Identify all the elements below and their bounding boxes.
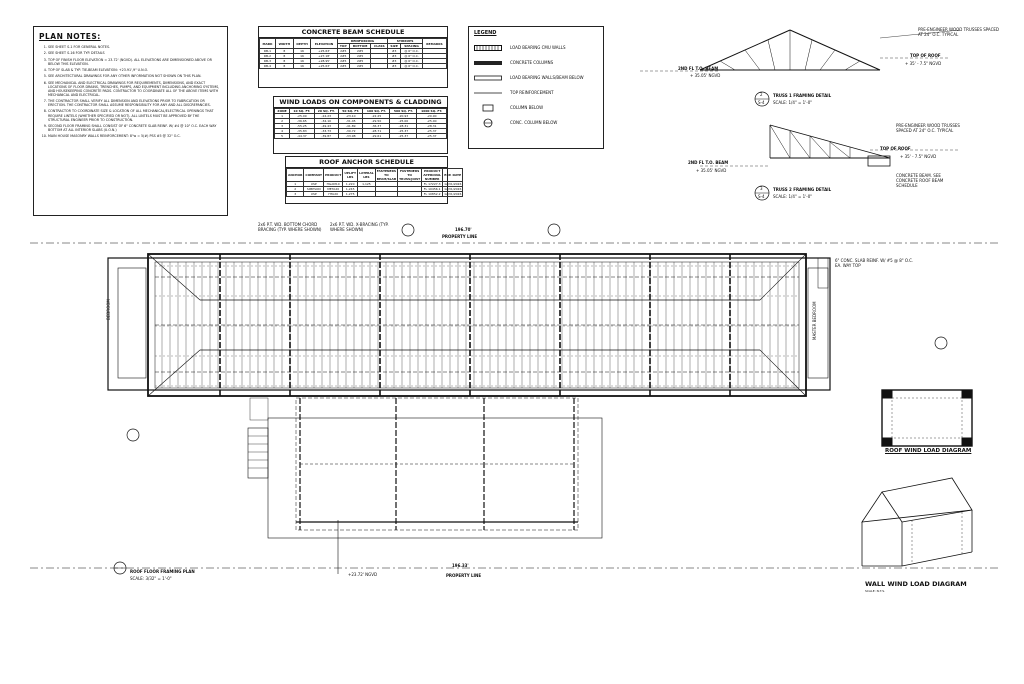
bottom-elevation: +23.72' NGVD [348,572,378,577]
table-cell: 16 [293,59,311,64]
legend-title: LEGEND [474,30,497,36]
table-cell: +25.63' [311,64,337,69]
table-cell: @ 6" O.C. [401,49,423,54]
plan-note: 4. TOP OF SLAB & TYP. TIE-BEAM ELEVATION: +23.91',9" U.N.O. [48,68,222,72]
table-subheader: SPACING [401,44,423,49]
table-header: FASTENERS TO BEAM/SLAB [376,169,397,181]
table-subheader: CLASS [371,44,388,49]
table-cell: 1 [275,114,290,119]
table-cell: RB-1 [260,49,276,54]
truss1-title: TRUSS 1 FRAMING DETAIL [773,93,832,98]
table-header: ANCHOR [287,169,304,182]
table-cell: 2#5 [337,49,349,54]
bottom-property-line: PROPERTY LINE [446,573,482,578]
plan-note: 3. TOP OF FINISH FLOOR ELEVATION = 23.72' (NGVD). ALL ELEVATIONS ARE DIMENSIONED ABOVE OR BELOW THIS ELEVATION. [48,58,222,66]
table-cell: -55.25 [290,124,314,129]
plan-note: 8. CONTRACTOR TO COORDINATE SIZE & LOCATION OF ALL MECHANICAL/ELECTRICAL OPENINGS THAT REQUIRE LINTELS (WHETHER SPECIFIED OR NOT). ALL LINTELS MUST BE APPROVED BY THE STRUCTURAL ENGINEER PRIOR TO CONSTRUCTION. [48,109,222,121]
table-cell: +28.95' [311,59,337,64]
truss2-number: 3 [760,186,763,191]
table-cell: 2 [275,119,290,124]
table-cell: -29.61 [363,134,390,139]
table-cell: -44.37 [290,134,314,139]
table-cell: 1,275 [343,192,358,197]
table-cell: 2#5 [337,54,349,59]
table-cell: 12/31/2026 [444,182,462,186]
truss2-roof-elev: + 35' - 7.5" NGVD [900,154,937,159]
table-cell: 8 [275,59,293,64]
table-cell: -25.09 [290,114,314,119]
truss2-beam-elev: + 35.05' NGVD [696,168,727,173]
table-cell: 2#5 [337,64,349,69]
plan-title: ROOF FLOOR FRAMING PLAN [130,569,195,574]
truss1-fl-beam: 2ND FL T.O. BEAM [678,66,719,71]
table-cell: @ 6" O.C. [401,64,423,69]
table-cell: -28.71 [363,129,390,134]
table-cell: 1 [287,182,304,187]
table-cell: -29.50 [363,119,390,124]
table-header: 500 SQ. FT. [390,109,417,114]
table-cell: -23.10 [338,114,362,119]
slab-note: 6" CONC. SLAB REINF. W/ #5 @ 8" O.C. EA. WAY TOP [835,258,914,268]
table-cell: 16 [293,49,311,54]
plan-notes-title: PLAN NOTES: [39,32,101,41]
table-cell: META20 [324,187,343,192]
wall-wind-diagram [862,478,972,566]
legend-label: LOAD BEARING CMU WALLS [510,45,566,50]
table-cell: 1,220 [343,182,358,187]
table-cell: 4 [275,129,290,134]
table-cell: 16 [293,54,311,59]
roof-wind-diagram [882,390,972,446]
wind-loads-title: WIND LOADS ON COMPONENTS & CLADDING [274,97,447,108]
table-cell: +27.18' [311,54,337,59]
table-cell: -35.83 [290,129,314,134]
table-cell: -33.98 [338,134,362,139]
table-header: PRODUCT APPROVAL NUMBER [423,169,442,181]
table-cell: #3 [388,59,401,64]
lower-plan-outline [248,398,602,574]
table-header: 100 SQ. FT. [363,109,390,114]
table-subheader: BOTTOM [349,44,371,49]
plan-note: 5. SEE ARCHITECTURAL DRAWINGS FOR ANY OTHER INFORMATION NOT SHOWN ON THIS PLAN. [48,74,222,78]
table-header: REMARKS [422,39,446,49]
right-room-label: MASTER BEDROOM [812,301,817,340]
truss2-title: TRUSS 2 FRAMING DETAIL [773,187,832,192]
table-header: WIDTH [275,39,293,49]
table-cell: -28.31 [390,124,417,129]
table-cell: 8 [275,49,293,54]
table-header: COMPANY [304,169,324,182]
table-cell: 2#5 [349,54,371,59]
table-cell: 12/31/2026 [444,192,462,196]
table-cell: 5 [275,134,290,139]
table-header: 1000 SQ. FT. [417,109,447,114]
table-cell: RB-2 [260,54,276,59]
truss1-sheet: S-4 [758,100,765,105]
plan-note: 1. SEE SHEET S-1 FOR GENERAL NOTES. [48,45,222,49]
table-subheader: TOP [337,44,349,49]
table-header: EXP. DATE [443,169,463,182]
table-cell: 16 [293,64,311,69]
truss2-scale: SCALE: 1/4" = 1'-0" [773,194,813,199]
bracing-note-2: 2x6 P.T. WD. X-BRACING (TYP. WHERE SHOWN) [330,222,389,232]
table-cell: -36.65 [290,119,314,124]
table-cell: -33.73 [314,129,338,134]
legend-label: LOAD BEARING WALLS/BEAM BELOW [510,75,584,80]
table-cell: -25.00 [390,119,417,124]
table-cell: #3 [388,64,401,69]
wall-wind-title: WALL WIND LOAD DIAGRAM [865,580,967,588]
table-cell: 3 [275,124,290,129]
table-cell: -20.93 [390,114,417,119]
table-cell: HTA20 [324,192,343,197]
table-cell: -39.87 [314,134,338,139]
truss2-note: PRE-ENGINEER WOOD TRUSSES SPACED AT 24" O.C. TYPICAL [896,123,960,133]
bottom-property-dim: 196.33' [452,563,469,568]
truss1-beam-elev: + 35.05' NGVD [690,73,721,78]
table-cell: -25.37 [417,134,447,139]
wall-wind-scale: SCALE: N.T.S. [865,589,886,593]
table-header: 20 SQ. FT. [314,109,338,114]
legend-label: CONCRETE COLUMNS [510,60,554,65]
table-cell: -34.10 [314,119,338,124]
table-cell: -24.23 [314,114,338,119]
legend-label: COLUMN BELOW [510,105,544,110]
table-header: 50 SQ. FT. [338,109,362,114]
table-cell: -25.00 [417,119,447,124]
table-cell: -20.90 [417,114,447,119]
roof-framing-plan [108,254,830,396]
table-cell: 12/31/2026 [444,187,462,191]
truss2-fl-beam: 2ND FL T.O. BEAM [688,160,729,165]
roof-anchor-title: ROOF ANCHOR SCHEDULE [286,157,447,168]
table-cell: 2 [287,187,304,192]
table-header: UPLIFT LBS [343,169,358,182]
legend-label: CONC. COLUMN BELOW [510,120,558,125]
top-property-line: PROPERTY LINE [442,234,478,239]
table-header: 10 SQ. FT. [290,109,314,114]
table-cell: 2#5 [337,59,349,64]
table-header: REINFORCING [337,39,387,44]
plan-note: 10. MAIN HOUSE MASONRY WALLS REINFORCEMENT: 8"w = 5(#) PSS #5 @ 32" O.C. [48,134,222,138]
table-cell: FL 17227.3 [422,182,443,187]
table-cell: -28.31 [417,124,447,129]
table-cell: FL 10852.2 [422,192,443,197]
truss1-top-of-roof: TOP OF ROOF [910,53,941,58]
table-cell: 2#5 [349,59,371,64]
truss1-scale: SCALE: 1/4" = 1'-0" [773,100,813,105]
truss1-number: 2 [760,92,763,97]
table-header: LATERAL LBS [358,169,376,182]
truss2-sheet: S-4 [758,194,765,199]
table-cell: RB-4 [260,64,276,69]
table-cell: +25.63' [311,49,337,54]
table-cell: #3 [388,54,401,59]
table-header: DEPTH [293,39,311,49]
table-cell: -22.25 [363,114,390,119]
table-cell: -36.37 [363,124,390,129]
top-property-dim: 196.70' [455,227,472,232]
table-cell: 3 [287,192,304,197]
legend-label: TOP REINFORCEMENT [510,90,554,95]
table-header: FASTENERS TO TRUSS/JOIST [399,169,421,181]
table-cell: -25.37 [390,129,417,134]
table-cell: @ 6" O.C. [401,59,423,64]
truss1-roof-elev: + 35' - 7.5" NGVD [905,61,942,66]
plan-note: 6. SEE MECHANICAL AND ELECTRICAL DRAWINGS FOR REQUIREMENTS, DIMENSIONS, AND EXACT LOCATIONS OF FLOOR DRAINS, TRENCHES, PUMPS, AND EQUIPMENT INCLUDING ANCHORING SYSTEMS, AND HOUSEKEEPING CONCRETE PADS. CONTRACTOR TO COORDINATE ALL OF THE ABOVE ITEMS WITH MECHANICAL AND ELECTRICAL. [48,81,222,97]
table-cell: HGAM10 [324,182,343,187]
plan-note: 9. SECOND FLOOR FRAMING SHALL CONSIST OF 6" CONCRETE SLAB REINF. W/ #4 @ 10" O.C. EACH WAY BOTTOM AT ALL INTERIOR SLABS (U.O.N.) [48,124,222,132]
table-cell: 1,125 [358,182,376,187]
plan-note: 7. THE CONTRACTOR SHALL VERIFY ALL DIMENSION AND ELEVATIONS PRIOR TO FABRICATION OR ERECTION. THE CONTRACTOR SHALL ASSUME RESPONSIBILITY FOR ANY AND ALL DISCREPANCIES. [48,99,222,107]
table-cell: 2#5 [349,64,371,69]
left-room-label: BEDROOM [106,299,111,320]
table-cell: SIMPSON [304,187,324,192]
table-cell: #3 [388,49,401,54]
table-cell: -25.37 [417,129,447,134]
plan-scale: SCALE: 3/32" = 1'-0" [130,576,172,581]
table-cell: 1,245 [343,187,358,192]
table-cell: -41.89 [338,124,362,129]
roof-wind-title: ROOF WIND LOAD DIAGRAM [885,448,972,454]
table-cell: @ 6" O.C. [401,54,423,59]
table-cell: -31.45 [338,119,362,124]
truss1-note: PRE-ENGINEER WOOD TRUSSES SPACED AT 24" O.C. TYPICAL [918,27,999,37]
table-cell: -25.37 [390,134,417,139]
beam-schedule-title: CONCRETE BEAM SCHEDULE [259,27,447,38]
plan-note: 2. SEE SHEET S-16 FOR TYP. DETAILS [48,51,222,55]
truss2-top-of-roof: TOP OF ROOF [880,146,911,151]
table-cell: 2#5 [349,49,371,54]
table-cell: USP [304,192,324,197]
bracing-note-1: 2x6 P.T. WD. BOTTOM CHORD BRACING (TYP. WHERE SHOWN) [258,222,322,232]
table-cell: RB-3 [260,59,276,64]
table-cell: USP [304,182,324,187]
table-header: ZONE [275,109,290,114]
table-header: PRODUCT [324,169,343,182]
table-cell: -30.72 [338,129,362,134]
table-cell: 8 [275,54,293,59]
table-cell: 8 [275,64,293,69]
table-header: ELEVATION [311,39,337,49]
truss2-beam-note: CONCRETE BEAM. SEE CONCRETE ROOF BEAM SCHEDULE [896,173,944,188]
table-subheader: SIZE [388,44,401,49]
table-cell: -49.43 [314,124,338,129]
table-cell: FL 10456.1 [422,187,443,192]
table-header: MARK [260,39,276,49]
table-header: STIRRUPS [388,39,423,44]
